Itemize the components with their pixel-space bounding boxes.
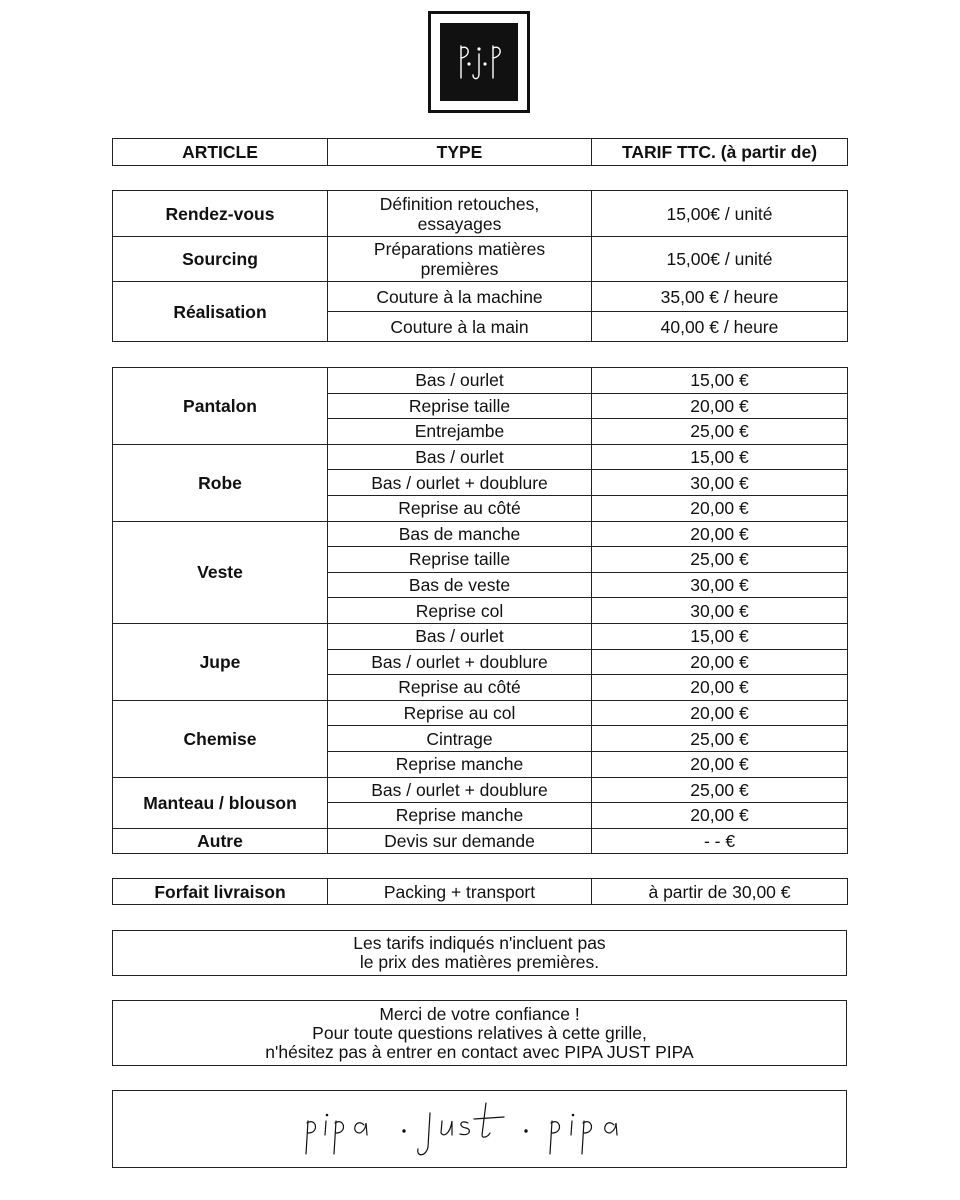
price-cell: 25,00 € xyxy=(592,419,848,445)
type-cell: Couture à la main xyxy=(328,312,592,342)
price-cell: 30,00 € xyxy=(592,572,848,598)
header-type: TYPE xyxy=(328,139,592,166)
header-table xyxy=(112,138,848,166)
type-cell: Bas de veste xyxy=(328,572,592,598)
article-cell: Réalisation xyxy=(113,282,328,342)
article-cell: Pantalon xyxy=(113,368,328,445)
type-line: Définition retouches, xyxy=(379,193,540,214)
article-cell: Manteau / blouson xyxy=(113,777,328,828)
price-cell: 20,00 € xyxy=(592,700,848,726)
type-cell: Reprise manche xyxy=(328,803,592,829)
type-cell: Reprise au col xyxy=(328,700,592,726)
type-cell: Bas / ourlet + doublure xyxy=(328,470,592,496)
table-row xyxy=(113,444,848,470)
price-cell: 20,00 € xyxy=(592,495,848,521)
price-cell: 20,00 € xyxy=(592,803,848,829)
type-cell: Reprise manche xyxy=(328,751,592,777)
table-row xyxy=(113,828,848,854)
signature-script-icon xyxy=(300,1099,660,1159)
logo-script-icon xyxy=(451,34,507,90)
type-cell xyxy=(328,237,592,282)
type-cell: Devis sur demande xyxy=(328,828,592,854)
price-cell: 25,00 € xyxy=(592,547,848,573)
type-cell: Bas / ourlet xyxy=(328,623,592,649)
signature-box xyxy=(112,1090,847,1168)
article-cell: Jupe xyxy=(113,623,328,700)
note-line: le prix des matières premières. xyxy=(359,952,600,972)
type-cell: Cintrage xyxy=(328,726,592,752)
price-cell: 15,00 € xyxy=(592,368,848,394)
header-article: ARTICLE xyxy=(113,139,328,166)
article-cell: Veste xyxy=(113,521,328,623)
price-cell: 35,00 € / heure xyxy=(592,282,848,312)
logo-mark xyxy=(440,23,518,101)
price-cell: 20,00 € xyxy=(592,393,848,419)
table-row xyxy=(113,237,848,282)
type-cell: Reprise au côté xyxy=(328,495,592,521)
price-cell: 15,00€ / unité xyxy=(592,237,848,282)
article-cell: Chemise xyxy=(113,700,328,777)
garments-table xyxy=(112,367,848,854)
price-cell: 15,00 € xyxy=(592,444,848,470)
table-row xyxy=(113,700,848,726)
price-cell: 25,00 € xyxy=(592,726,848,752)
table-row xyxy=(113,623,848,649)
type-cell: Reprise taille xyxy=(328,547,592,573)
logo xyxy=(428,11,530,113)
delivery-table xyxy=(112,878,848,905)
table-row xyxy=(113,191,848,237)
type-cell xyxy=(328,191,592,237)
article-cell: Autre xyxy=(113,828,328,854)
type-cell: Reprise au côté xyxy=(328,675,592,701)
type-cell: Reprise col xyxy=(328,598,592,624)
price-cell: 20,00 € xyxy=(592,751,848,777)
price-cell: 20,00 € xyxy=(592,675,848,701)
article-cell: Robe xyxy=(113,444,328,521)
type-cell: Entrejambe xyxy=(328,419,592,445)
type-line: essayages xyxy=(417,213,502,234)
type-cell: Couture à la machine xyxy=(328,282,592,312)
type-cell: Bas / ourlet xyxy=(328,368,592,394)
thanks-line: Pour toute questions relatives à cette grille, xyxy=(312,1022,647,1043)
note-line: Les tarifs indiqués n'incluent pas xyxy=(353,933,606,953)
price-cell: 15,00 € xyxy=(592,623,848,649)
type-cell: Bas / ourlet xyxy=(328,444,592,470)
type-cell: Bas / ourlet + doublure xyxy=(328,649,592,675)
materials-note xyxy=(112,930,847,976)
price-cell: 20,00 € xyxy=(592,649,848,675)
thanks-message xyxy=(112,1000,847,1066)
price-cell: 20,00 € xyxy=(592,521,848,547)
table-row xyxy=(113,521,848,547)
article-cell: Rendez-vous xyxy=(113,191,328,237)
type-cell: Bas / ourlet + doublure xyxy=(328,777,592,803)
article-cell: Sourcing xyxy=(113,237,328,282)
price-cell: 30,00 € xyxy=(592,470,848,496)
type-line: Préparations matières xyxy=(373,239,546,259)
type-cell: Bas de manche xyxy=(328,521,592,547)
price-cell: 40,00 € / heure xyxy=(592,312,848,342)
price-cell: 15,00€ / unité xyxy=(592,191,848,237)
article-cell: Forfait livraison xyxy=(113,879,328,905)
type-cell: Packing + transport xyxy=(328,879,592,905)
table-row xyxy=(113,879,848,905)
thanks-line: n'hésitez pas à entrer en contact avec PIPA JUST PIPA xyxy=(265,1041,694,1062)
price-cell: 30,00 € xyxy=(592,598,848,624)
table-row xyxy=(113,777,848,803)
table-row xyxy=(113,368,848,394)
price-cell: à partir de 30,00 € xyxy=(592,879,848,905)
type-line: premières xyxy=(420,259,499,279)
price-cell: 25,00 € xyxy=(592,777,848,803)
table-row xyxy=(113,282,848,312)
services-table xyxy=(112,190,848,342)
header-tarif: TARIF TTC. (à partir de) xyxy=(592,139,848,166)
thanks-line: Merci de votre confiance ! xyxy=(379,1003,580,1024)
type-cell: Reprise taille xyxy=(328,393,592,419)
price-cell: - - € xyxy=(592,828,848,854)
